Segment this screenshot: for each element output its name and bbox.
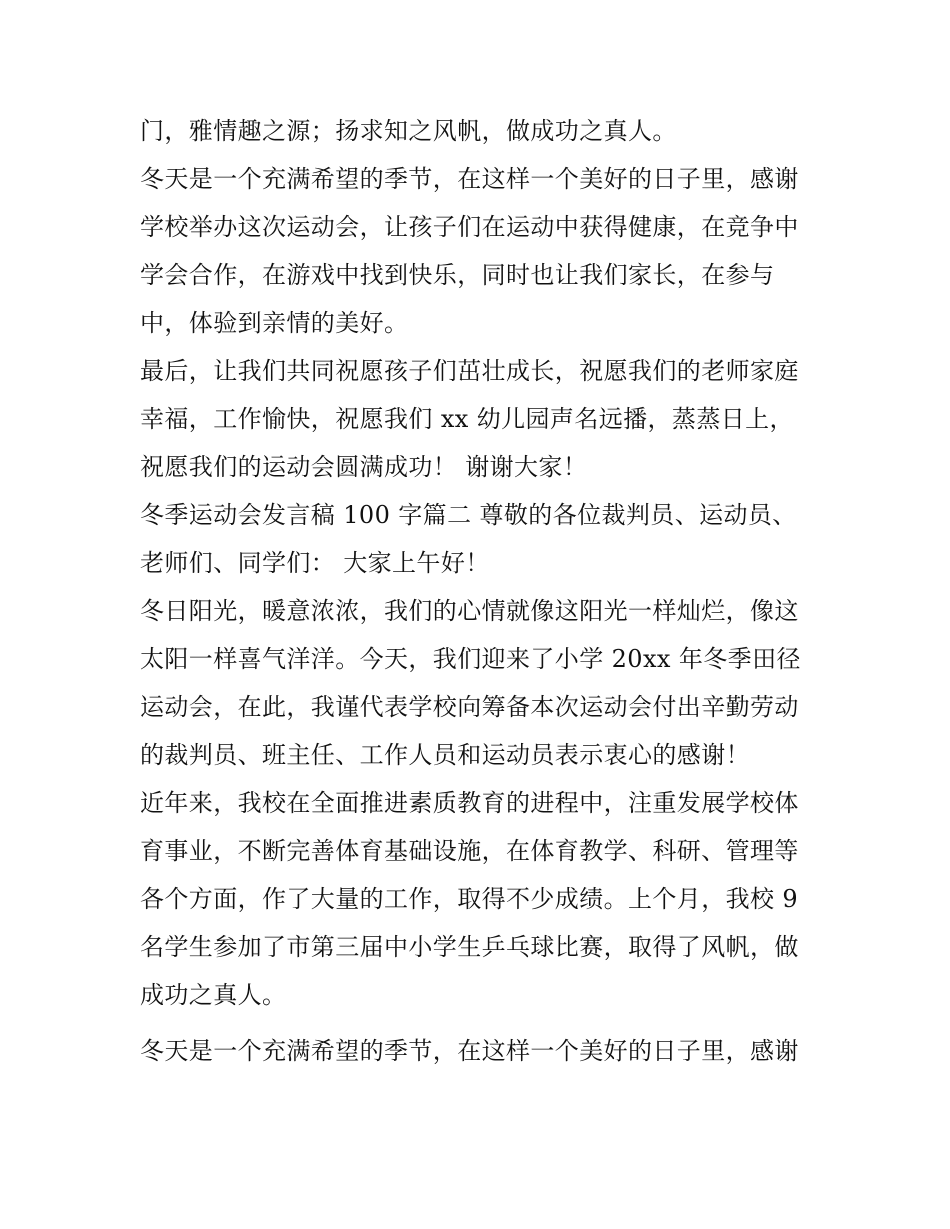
paragraph-gap — [140, 1019, 820, 1027]
text-line: 名学生参加了市第三届中小学生乒乓球比赛，取得了风帆，做 — [140, 933, 799, 961]
text-line: 学会合作，在游戏中找到快乐，同时也让我们家长，在参与 — [140, 261, 775, 289]
text-line: 的裁判员、班主任、工作人员和运动员表示衷心的感谢！ — [140, 741, 750, 769]
text-line: 冬天是一个充满希望的季节，在这样一个美好的日子里，感谢 — [140, 1037, 799, 1065]
text-line: 老师们、同学们： 大家上午好！ — [140, 549, 490, 577]
text-line: 运动会，在此，我谨代表学校向筹备本次运动会付出辛勤劳动 — [140, 693, 799, 721]
text-line: 冬季运动会发言稿 100 字篇二 尊敬的各位裁判员、运动员、 — [140, 501, 797, 529]
text-line: 冬日阳光，暖意浓浓，我们的心情就像这阳光一样灿烂，像这 — [140, 597, 799, 625]
text-line: 最后，让我们共同祝愿孩子们茁壮成长，祝愿我们的老师家庭 — [140, 357, 799, 385]
text-line: 祝愿我们的运动会圆满成功！ 谢谢大家！ — [140, 453, 588, 481]
text-line: 近年来，我校在全面推进素质教育的进程中，注重发展学校体 — [140, 789, 799, 817]
text-line: 门，雅情趣之源；扬求知之风帆，做成功之真人。 — [140, 117, 677, 145]
document-body — [140, 107, 820, 1075]
text-line: 幸福，工作愉快，祝愿我们 xx 幼儿园声名远播，蒸蒸日上， — [140, 405, 794, 433]
text-line: 学校举办这次运动会，让孩子们在运动中获得健康，在竞争中 — [140, 213, 799, 241]
text-line: 中，体验到亲情的美好。 — [140, 309, 409, 337]
text-line: 成功之真人。 — [140, 981, 287, 1009]
text-line: 太阳一样喜气洋洋。今天，我们迎来了小学 20xx 年冬季田径 — [140, 645, 801, 673]
text-line: 冬天是一个充满希望的季节，在这样一个美好的日子里，感谢 — [140, 165, 799, 193]
text-line: 育事业，不断完善体育基础设施，在体育教学、科研、管理等 — [140, 837, 799, 865]
text-line: 各个方面，作了大量的工作，取得不少成绩。上个月，我校 9 — [140, 885, 799, 913]
